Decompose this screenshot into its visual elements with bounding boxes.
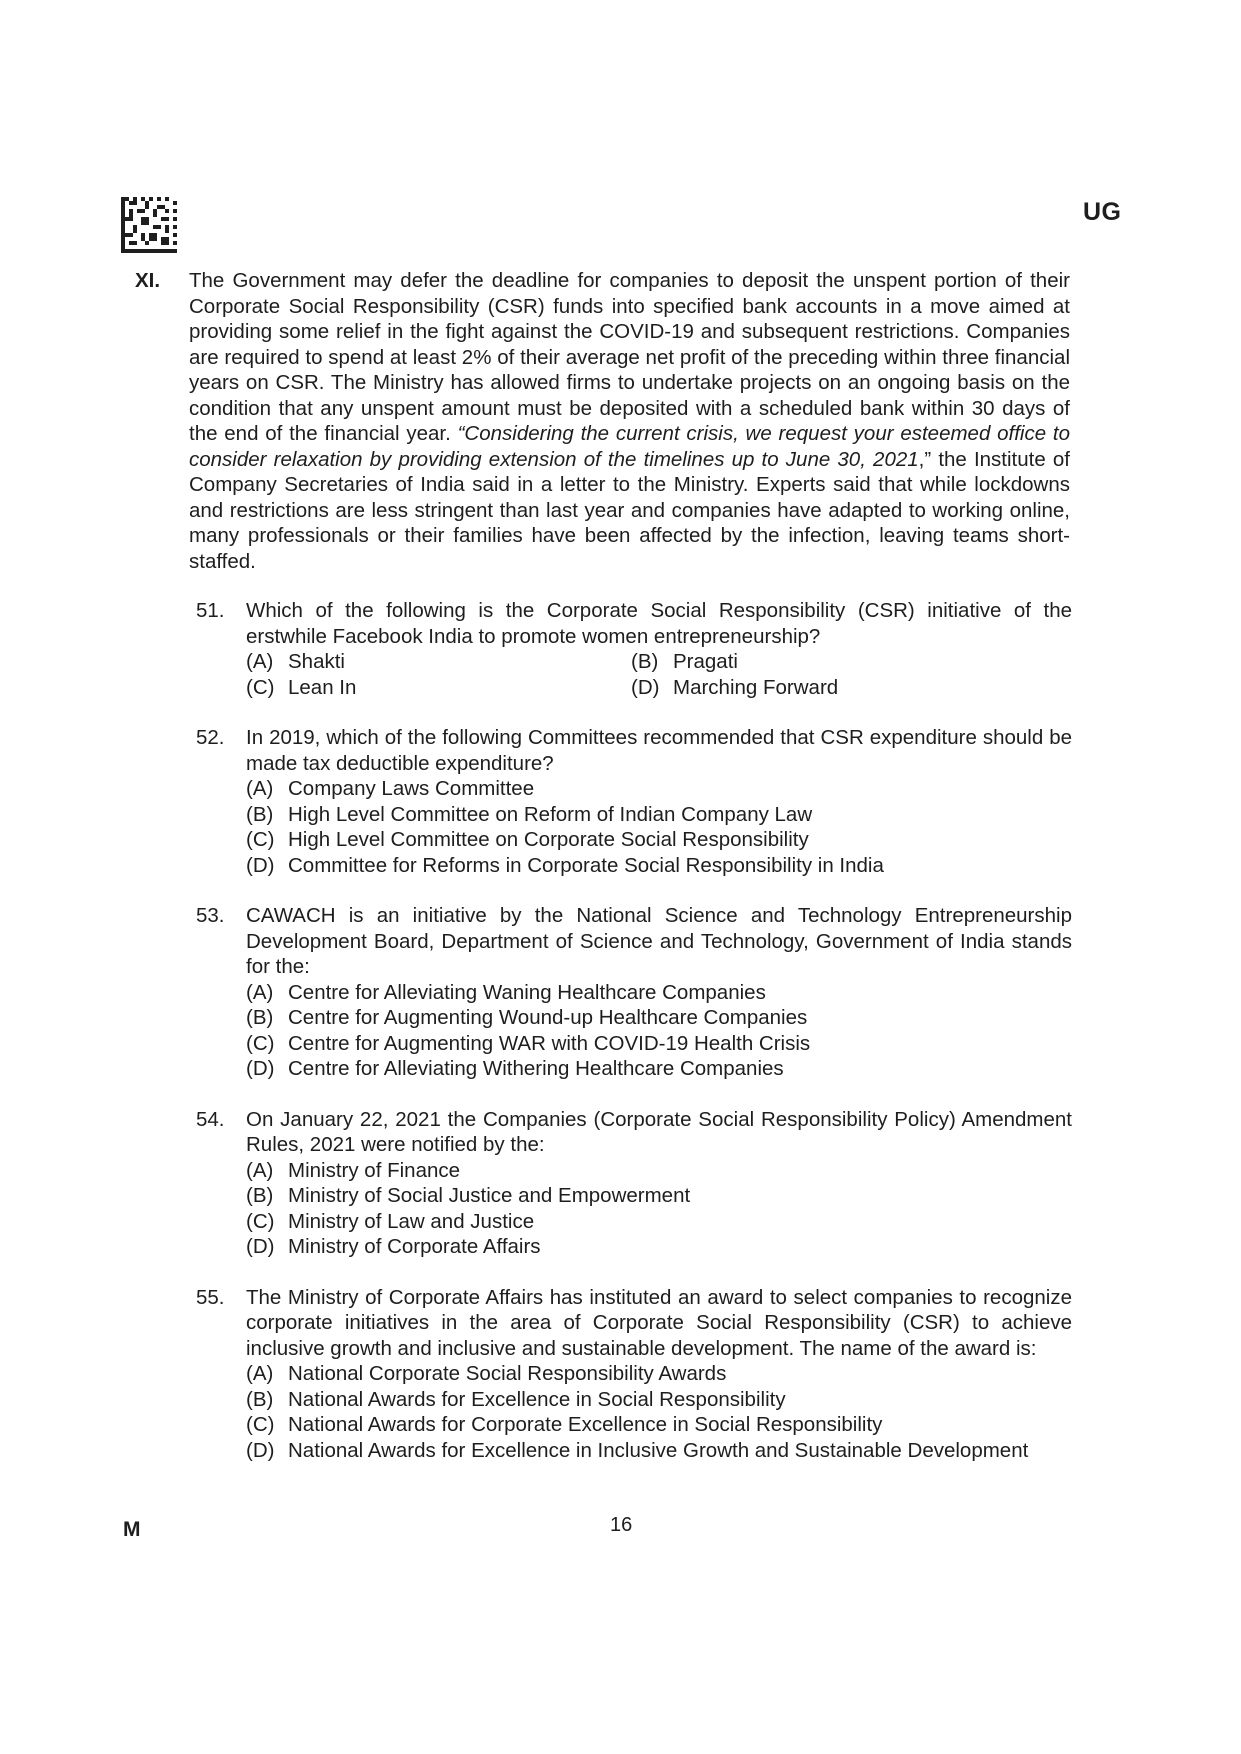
- option-label: (A): [246, 1362, 274, 1385]
- option-text: High Level Committee on Corporate Social Responsibility: [288, 828, 809, 851]
- options: [246, 1158, 1072, 1260]
- passage-quote: “Considering the current crisis, we request your esteemed office to consider relaxation by providing extension of the timelines up to June 30, 2021: [189, 422, 1070, 471]
- option-text: Ministry of Finance: [288, 1158, 461, 1182]
- option-a: [246, 1158, 1072, 1184]
- option-b: [246, 1183, 1072, 1209]
- option-c: [246, 1412, 1072, 1438]
- option-label: (C): [246, 675, 275, 699]
- option-text: Committee for Reforms in Corporate Social Responsibility in India: [288, 853, 884, 877]
- question-text: In 2019, which of the following Committees recommended that CSR expenditure should be made tax deductible expenditure?: [246, 726, 1072, 775]
- passage: [135, 268, 1070, 574]
- option-d: [246, 853, 1072, 879]
- option-text: Ministry of Law and Justice: [288, 1209, 535, 1233]
- option-a: [246, 980, 1072, 1006]
- option-text: Ministry of Corporate Affairs: [288, 1235, 541, 1258]
- option-label: (D): [631, 675, 660, 699]
- option-label: (D): [246, 1438, 275, 1462]
- option-text: Shakti: [288, 650, 345, 673]
- option-label: (D): [246, 1235, 275, 1258]
- question-text: Which of the following is the Corporate Social Responsibility (CSR) initiative of the erstwhile Facebook India to promote women entrepreneurship?: [246, 599, 1072, 648]
- option-c: [246, 675, 631, 701]
- option-label: (C): [246, 1209, 275, 1233]
- question-number: 51.: [196, 599, 225, 622]
- option-label: (C): [246, 828, 275, 851]
- option-text: Pragati: [673, 650, 738, 673]
- question-55: [196, 1285, 1072, 1464]
- option-d: [631, 675, 1072, 701]
- options: [246, 980, 1072, 1082]
- question-text: On January 22, 2021 the Companies (Corporate Social Responsibility Policy) Amendment Rules, 2021 were notified by the:: [246, 1107, 1072, 1156]
- option-c: [246, 1031, 1072, 1057]
- option-a: [246, 649, 631, 675]
- option-b: [631, 649, 1072, 675]
- option-text: Centre for Augmenting WAR with COVID-19 Health Crisis: [288, 1031, 811, 1055]
- option-label: (C): [246, 1413, 275, 1436]
- question-text: The Ministry of Corporate Affairs has instituted an award to select companies to recognize corporate initiatives in the area of Corporate Social Responsibility (CSR) to achieve inclusive growth and inclusive and sustainable development. The name of the award is:: [246, 1285, 1072, 1360]
- passage-text-after: ,” the Institute of Company Secretaries of India said in a letter to the Ministry. Experts said that while lockdowns and restrictions are less stringent than last year and companies have adapted to working online, many professionals or their families have been affected by the infection, leaving teams short-staffed.: [189, 447, 1070, 573]
- passage-label: XI.: [135, 269, 161, 292]
- question-number: 54.: [196, 1107, 225, 1131]
- option-label: (B): [246, 1006, 274, 1029]
- option-b: [246, 1387, 1072, 1413]
- option-label: (B): [631, 650, 659, 673]
- passage-text: [189, 268, 1070, 574]
- option-text: Centre for Alleviating Withering Healthcare Companies: [288, 1057, 784, 1080]
- options: [246, 649, 1072, 700]
- option-label: (B): [246, 802, 274, 826]
- option-label: (A): [246, 1158, 274, 1182]
- option-a: [246, 1361, 1072, 1387]
- question-53: [196, 903, 1072, 1082]
- question-list: [196, 598, 1072, 1488]
- passage-text-before: The Government may defer the deadline for companies to deposit the unspent portion of their Corporate Social Responsibility (CSR) funds into specified bank accounts in a move aimed at providing some relief in the fight against the COVID-19 and subsequent restrictions. Companies are required to spend at least 2% of their average net profit of the preceding within three financial years on CSR. The Ministry has allowed firms to undertake projects on an ongoing basis on the condition that any unspent amount must be deposited with a scheduled bank within 30 days of the end of the financial year.: [189, 269, 1070, 445]
- option-label: (C): [246, 1031, 275, 1055]
- option-text: Ministry of Social Justice and Empowerment: [288, 1184, 691, 1207]
- page-number: 16: [610, 1514, 633, 1536]
- option-text: National Awards for Excellence in Social Responsibility: [288, 1387, 786, 1411]
- options: [246, 776, 1072, 878]
- options: [246, 1361, 1072, 1463]
- option-d: [246, 1438, 1072, 1464]
- option-a: [246, 776, 1072, 802]
- option-text: Company Laws Committee: [288, 777, 535, 800]
- option-label: (A): [246, 980, 274, 1004]
- set-code: M: [123, 1518, 141, 1541]
- question-text: CAWACH is an initiative by the National Science and Technology Entrepreneurship Development Board, Department of Science and Technology, Government of India stands for the:: [246, 904, 1072, 978]
- question-52: [196, 725, 1072, 878]
- option-label: (B): [246, 1387, 274, 1411]
- option-text: National Awards for Corporate Excellence in Social Responsibility: [288, 1413, 883, 1436]
- question-51: [196, 598, 1072, 700]
- question-number: 55.: [196, 1285, 225, 1309]
- question-number: 53.: [196, 904, 225, 927]
- question-number: 52.: [196, 726, 225, 749]
- option-label: (D): [246, 1057, 275, 1080]
- option-text: National Corporate Social Responsibility Awards: [288, 1362, 727, 1385]
- option-label: (D): [246, 853, 275, 877]
- option-text: National Awards for Excellence in Inclusive Growth and Sustainable Development: [288, 1438, 1029, 1462]
- option-label: (A): [246, 650, 274, 673]
- option-text: Centre for Alleviating Waning Healthcare Companies: [288, 980, 766, 1004]
- option-c: [246, 1209, 1072, 1235]
- option-text: Lean In: [288, 675, 357, 699]
- option-label: (B): [246, 1184, 274, 1207]
- question-54: [196, 1107, 1072, 1260]
- option-d: [246, 1234, 1072, 1260]
- qr-code-icon: [121, 197, 177, 253]
- option-b: [246, 802, 1072, 828]
- option-text: Marching Forward: [673, 675, 839, 699]
- option-c: [246, 827, 1072, 853]
- paper-code: UG: [1083, 198, 1122, 226]
- option-text: High Level Committee on Reform of Indian Company Law: [288, 802, 813, 826]
- option-text: Centre for Augmenting Wound-up Healthcare Companies: [288, 1006, 808, 1029]
- option-b: [246, 1005, 1072, 1031]
- option-d: [246, 1056, 1072, 1082]
- option-label: (A): [246, 777, 274, 800]
